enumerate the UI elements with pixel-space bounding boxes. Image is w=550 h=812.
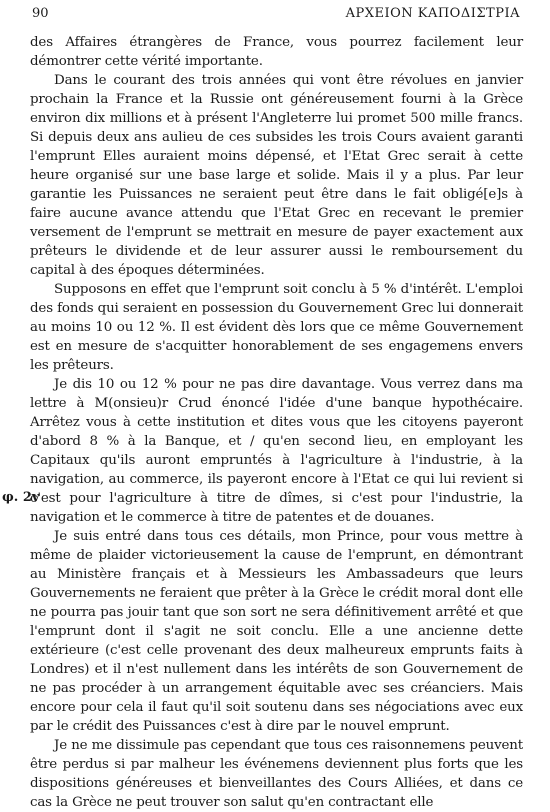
paragraph: Supposons en effet que l'emprunt soit conclu à 5 % d'intérêt. L'emploi des fonds qui seraient en possession du Gouvernement Grec lui donnerait au moins 10 ou 12 %. Il est évident dès lors que ce même Gouvernement est en mesure de s'acquitter honorablement de ses engagemens envers les prêteurs. xyxy=(30,282,523,373)
page-header xyxy=(30,6,520,24)
paragraph-continuation: des Affaires étrangères de France, vous pourrez facilement leur démontrer cette vérité importante. xyxy=(30,35,523,69)
paragraph: Je ne me dissimule pas cependant que tous ces raisonnemens peuvent être perdus si par malheur les événemens deviennent plus forts que les dispositions généreuses et bienveillantes des Cours Alliées, et dans ce cas la Grèce ne peut trouver son salut qu'en contractant elle xyxy=(30,738,523,810)
paragraph: Je dis 10 ou 12 % pour ne pas dire davantage. Vous verrez dans ma lettre à M(onsieu)r Crud énoncé l'idée d'une banque hypothécaire. Arrêtez vous à cette institution et dites vous que les citoyens payeront d'abord 8 % à la Banque, et / qu'en second lieu, en employant les Capitaux qu'ils auront empruntés à l'agriculture à l'industrie, à la navigation, au commerce, ils payeront encore à l'Etat ce qui lui revient si c'est pour l'agriculture à titre de dîmes, si c'est pour l'industrie, la navigation et le commerce à titre de patentes et de douanes. xyxy=(30,377,523,525)
body-text xyxy=(30,33,523,812)
running-title: ΑΡΧΕΙΟΝ ΚΑΠΟΔΙΣΤΡΙΑ xyxy=(345,6,520,21)
paragraph: Je suis entré dans tous ces détails, mon Prince, pour vous mettre à même de plaider victorieusement la cause de l'emprunt, en démontrant au Ministère français et à Messieurs les Ambassadeurs que leurs Gouvernements ne feraient que prêter à la Grèce le crédit moral dont elle ne pourra pas jouir tant que son sort ne sera définitivement arrêté et que l'emprunt dont il s'agit ne soit conclu. Elle a une ancienne dette extérieure (c'est celle provenant des deux malheureux emprunts faits à Londres) et il n'est nullement dans les intérêts de son Gouvernement de ne pas procéder à un arrangement équitable avec ses créanciers. Mais encore pour cela il faut qu'il soit soutenu dans ses négociations avec eux par le crédit des Puissances c'est à dire par le nouvel emprunt. xyxy=(30,529,523,734)
folio-marker: φ. 2v xyxy=(2,490,40,505)
page-number: 90 xyxy=(32,6,49,21)
paragraph: Dans le courant des trois années qui vont être révolues en janvier prochain la France et la Russie ont généreusement fourni à la Grèce environ dix millions et à présent l'Angleterre lui promet 500 mille francs. Si depuis deux ans aulieu de ces subsides les trois Cours avaient garanti l'emprunt Elles auraient moins dépensé, et l'Etat Grec serait à cette heure organisé sur une base large et solide. Mais il y a plus. Par leur garantie les Puissances ne seraient peut être dans le fait obligé[e]s à faire aucune avance attendu que l'Etat Grec en recevant le premier versement de l'emprunt se mettrait en mesure de payer exactement aux prêteurs le dividende et de leur assurer aussi le remboursement du capital à des époques déterminées. xyxy=(30,73,523,278)
